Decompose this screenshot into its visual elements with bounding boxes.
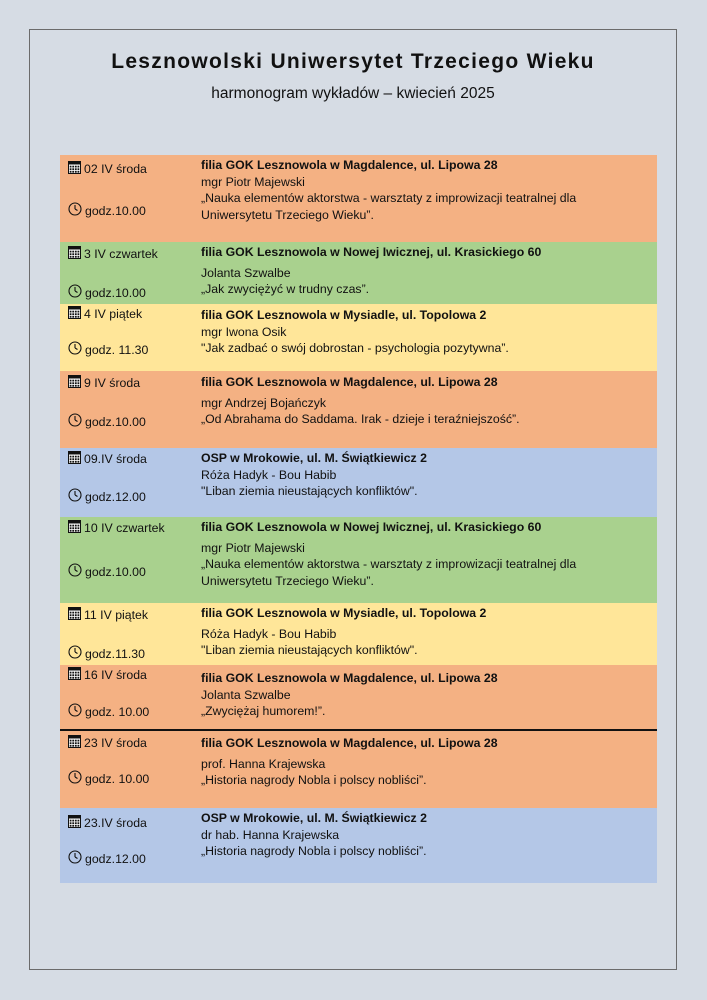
lecture-topic: „Historia nagrody Nobla i polscy nobliści”. [201,773,427,787]
lecture-row [60,448,657,517]
lecture-date [68,607,148,623]
lecture-place: filia GOK Lesznowola w Magdalence, ul. Lipowa 28 [201,671,498,685]
lecture-info [201,157,649,223]
lecture-topic: "Liban ziemia nieustających konfliktów". [201,484,418,498]
lecture-row [60,304,657,371]
clock-icon [68,202,82,219]
lecture-place: filia GOK Lesznowola w Magdalence, ul. Lipowa 28 [201,158,498,172]
lecture-time-text: godz. 10.00 [85,771,150,786]
lecture-time-text: godz. 10.00 [85,704,150,719]
calendar-icon [68,815,81,831]
lecture-speaker: mgr Iwona Osik [201,324,287,339]
lecture-place: filia GOK Lesznowola w Magdalence, ul. Lipowa 28 [201,375,498,389]
lecture-date [68,161,147,177]
lecture-speaker: mgr Piotr Majewski [201,540,305,555]
lecture-date [68,667,147,683]
lecture-date [68,375,140,391]
lecture-list [60,155,657,883]
clock-icon [68,703,82,720]
lecture-row [60,808,657,883]
calendar-icon [68,607,81,623]
lecture-topic: „Jak zwyciężyć w trudny czas”. [201,282,370,296]
page-title: Lesznowolski Uniwersytet Trzeciego Wieku [111,50,595,73]
lecture-time [68,563,146,580]
calendar-icon [68,735,81,751]
lecture-topic: „Historia nagrody Nobla i polscy nobliści”. [201,844,427,858]
lecture-speaker: Róża Hadyk - Bou Habib [201,467,337,482]
calendar-icon [68,667,81,683]
schedule-page [29,29,677,970]
lecture-place: filia GOK Lesznowola w Nowej Iwicznej, ul. Krasickiego 60 [201,520,542,534]
lecture-time [68,703,149,720]
lecture-place: filia GOK Lesznowola w Mysiadle, ul. Topolowa 2 [201,606,487,620]
lecture-date-text: 23 IV środa [84,736,147,750]
clock-icon [68,645,82,662]
lecture-row [60,371,657,448]
lecture-date-text: 4 IV piątek [84,307,143,321]
lecture-date [68,246,158,262]
lecture-speaker: mgr Piotr Majewski [201,174,305,189]
clock-icon [68,488,82,505]
lecture-place: OSP w Mrokowie, ul. M. Świątkiewicz 2 [201,811,427,825]
lecture-date [68,735,147,751]
lecture-time [68,284,146,301]
calendar-icon [68,306,81,322]
lecture-topic: „Od Abrahama do Saddama. Irak - dzieje i teraźniejszość”. [201,412,520,426]
lecture-date-text: 16 IV środa [84,668,147,682]
clock-icon [68,850,82,867]
lecture-info [201,605,649,659]
lecture-speaker: Jolanta Szwalbe [201,265,291,280]
lecture-date-text: 02 IV środa [84,162,147,176]
lecture-info [201,670,649,720]
clock-icon [68,284,82,301]
lecture-topic: "Liban ziemia nieustających konfliktów". [201,643,418,657]
page-subtitle: harmonogram wykładów – kwiecień 2025 [211,85,495,102]
lecture-time [68,770,149,787]
calendar-icon [68,375,81,391]
lecture-topic: „Nauka elementów aktorstwa - warsztaty z improwizacji teatralnej dla Uniwersytetu Trzeciego Wieku”. [201,557,577,588]
lecture-row [60,665,657,729]
lecture-date-text: 23.IV środa [84,816,147,830]
lecture-info [201,374,649,428]
lecture-date-text: 10 IV czwartek [84,521,165,535]
lecture-info [201,307,649,357]
lecture-speaker: Róża Hadyk - Bou Habib [201,626,337,641]
lecture-place: filia GOK Lesznowola w Mysiadle, ul. Topolowa 2 [201,308,487,322]
calendar-icon [68,451,81,467]
lecture-time-text: godz.10.00 [85,203,146,218]
lecture-row [60,517,657,603]
lecture-date [68,306,142,322]
clock-icon [68,413,82,430]
lecture-row [60,729,657,808]
clock-icon [68,341,82,358]
lecture-date-text: 09.IV środa [84,452,147,466]
lecture-date-text: 3 IV czwartek [84,247,158,261]
lecture-time-text: godz.10.00 [85,414,146,429]
lecture-topic: „Nauka elementów aktorstwa - warsztaty z improwizacji teatralnej dla Uniwersytetu Trzeciego Wieku”. [201,191,577,222]
lecture-row [60,242,657,304]
clock-icon [68,770,82,787]
lecture-info [201,244,649,298]
lecture-place: filia GOK Lesznowola w Magdalence, ul. Lipowa 28 [201,736,498,750]
lecture-topic: "Jak zadbać o swój dobrostan - psychologia pozytywna”. [201,341,509,355]
lecture-speaker: mgr Andrzej Bojańczyk [201,395,327,410]
lecture-row [60,603,657,665]
lecture-time-text: godz. 11.30 [85,342,149,357]
lecture-time [68,488,146,505]
lecture-time [68,645,145,662]
lecture-speaker: prof. Hanna Krajewska [201,756,326,771]
lecture-time [68,413,146,430]
lecture-time [68,202,146,219]
lecture-time-text: godz.10.00 [85,564,146,579]
calendar-icon [68,161,81,177]
lecture-time-text: godz.11.30 [85,646,145,661]
lecture-place: OSP w Mrokowie, ul. M. Świątkiewicz 2 [201,451,427,465]
lecture-speaker: Jolanta Szwalbe [201,687,291,702]
lecture-time [68,850,146,867]
calendar-icon [68,246,81,262]
lecture-topic: „Zwyciężaj humorem!”. [201,704,326,718]
lecture-time-text: godz.10.00 [85,285,146,300]
lecture-info [201,519,649,589]
lecture-info [201,735,649,789]
calendar-icon [68,520,81,536]
lecture-info [201,810,649,860]
lecture-date [68,520,165,536]
lecture-date [68,815,147,831]
lecture-time-text: godz.12.00 [85,851,146,866]
lecture-date-text: 9 IV środa [84,376,141,390]
lecture-date [68,451,147,467]
clock-icon [68,563,82,580]
lecture-row [60,155,657,242]
lecture-speaker: dr hab. Hanna Krajewska [201,827,340,842]
lecture-time [68,341,148,358]
lecture-info [201,450,649,500]
lecture-date-text: 11 IV piątek [84,608,149,622]
lecture-time-text: godz.12.00 [85,489,146,504]
lecture-place: filia GOK Lesznowola w Nowej Iwicznej, ul. Krasickiego 60 [201,245,542,259]
